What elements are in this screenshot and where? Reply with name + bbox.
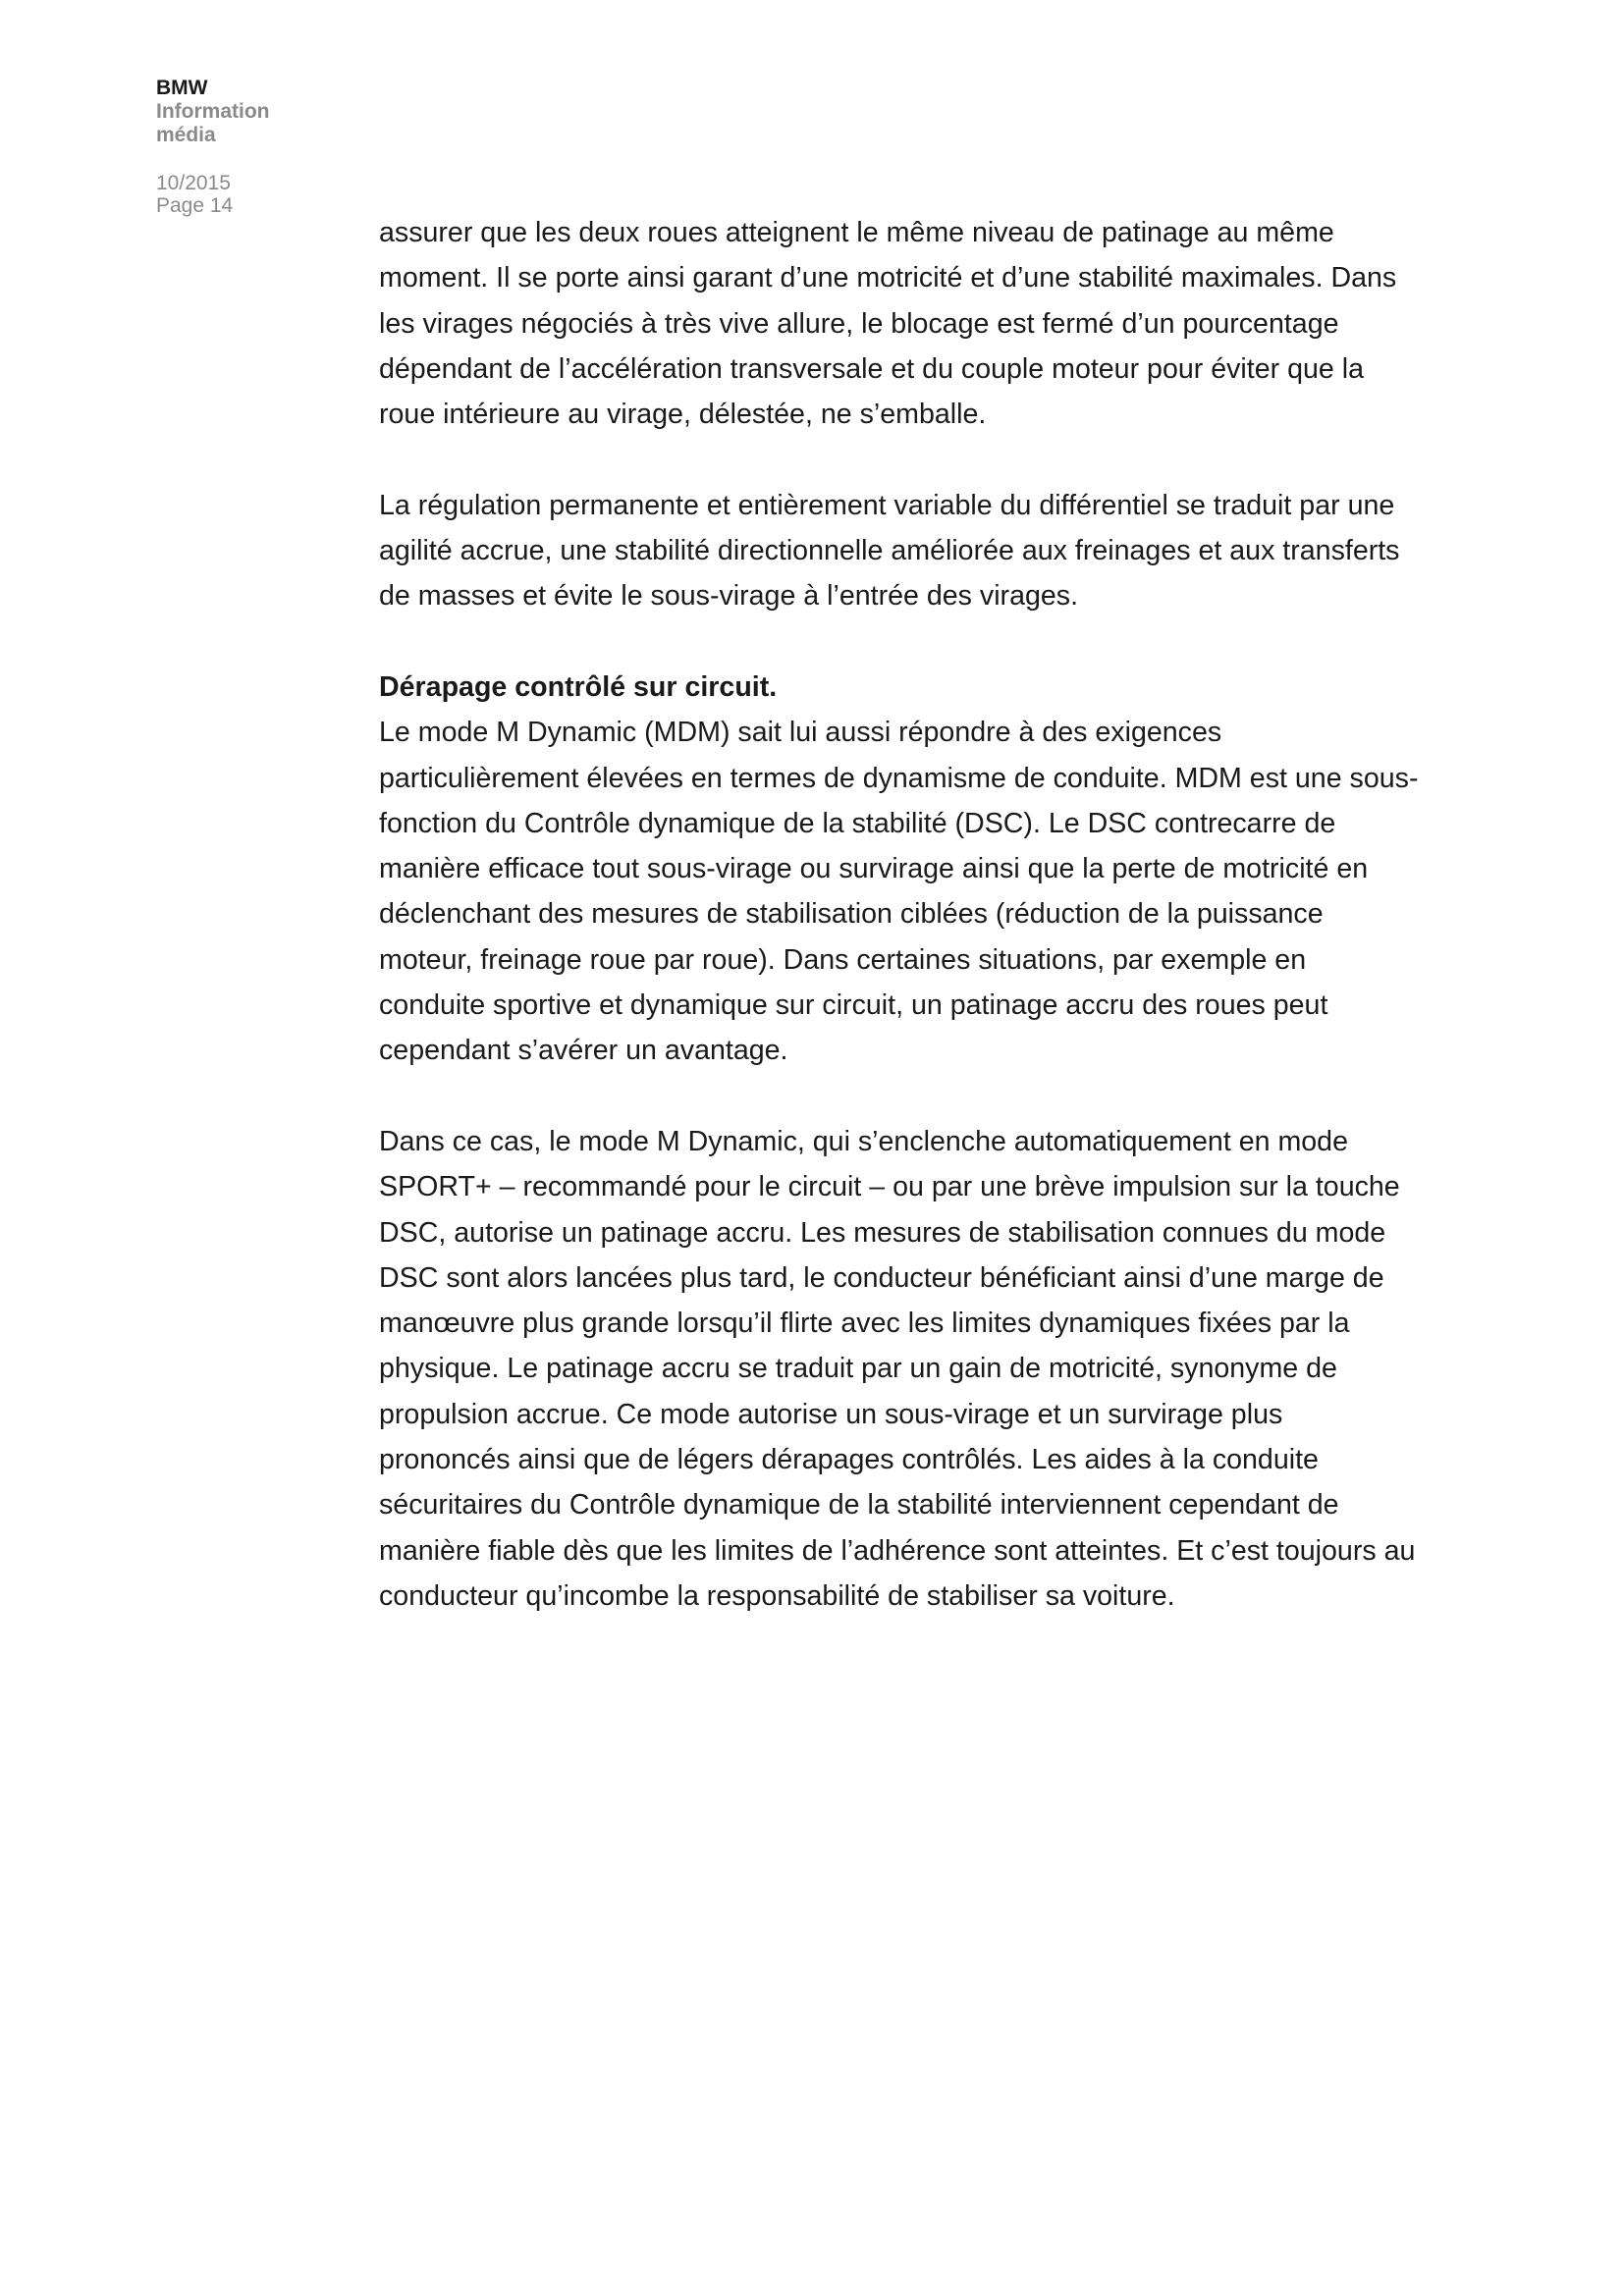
page-number: Page 14 bbox=[156, 194, 234, 217]
paragraph: Dans ce cas, le mode M Dynamic, qui s’enclenche automatiquement en mode SPORT+ – recommandé pour le circuit – ou par une brève impulsion sur la touche DSC, autorise un patinage accru. Les mesures de stabilisation connues du mode DSC sont alors lancées plus tard, le conducteur bénéficiant ainsi d’une marge de manœuvre plus grande lorsqu’il flirte avec les limites dynamiques fixées par la physique. Le patinage accru se traduit par un gain de motricité, synonyme de propulsion accrue. Ce mode autorise un sous-virage et un survirage plus prononcés ainsi que de légers dérapages contrôlés. Les aides à la conduite sécuritaires du Contrôle dynamique de la stabilité interviennent cependant de manière fiable dès que les limites de l’adhérence sont atteintes. Et c’est toujours au conducteur qu’incombe la responsabilité de stabiliser sa voiture. bbox=[379, 1125, 1416, 1612]
section-heading: Dérapage contrôlé sur circuit. bbox=[379, 670, 778, 703]
paragraph-spacer bbox=[379, 619, 1420, 665]
paragraph: La régulation permanente et entièrement variable du différentiel se traduit par une agilité accrue, une stabilité directionnelle améliorée aux freinages et aux transferts de masses et évite le sous-virage à l’entrée des virages. bbox=[379, 489, 1400, 613]
brand-subtitle-line1: Information bbox=[156, 100, 270, 123]
paragraph-spacer bbox=[379, 1074, 1420, 1119]
paragraph-spacer bbox=[379, 437, 1420, 482]
paragraph: assurer que les deux roues atteignent le même niveau de patinage au même moment. Il se porte ainsi garant d’une motricité et d’une stabilité maximales. Dans les virages négociés à très vive allure, le blocage est fermé d’un pourcentage dépendant de l’accélération transversale et du couple moteur pour éviter que la roue intérieure au virage, délestée, ne s’emballe. bbox=[379, 217, 1397, 431]
paragraph: Le mode M Dynamic (MDM) sait lui aussi répondre à des exigences particulièrement élevées en termes de dynamisme de conduite. MDM est une sous-fonction du Contrôle dynamique de la stabilité (DSC). Le DSC contrecarre de manière efficace tout sous-virage ou survirage ainsi que la perte de motricité en déclenchant des mesures de stabilisation ciblées (réduction de la puissance moteur, freinage roue par roue). Dans certaines situations, par exemple en conduite sportive et dynamique sur circuit, un patinage accru des roues peut cependant s’avérer un avantage. bbox=[379, 717, 1419, 1067]
document-header bbox=[156, 77, 352, 217]
document-date: 10/2015 bbox=[156, 172, 231, 194]
brand-name: BMW bbox=[156, 77, 208, 99]
document-body bbox=[379, 210, 1420, 1619]
document-meta bbox=[156, 172, 352, 217]
brand-subtitle-line2: média bbox=[156, 124, 216, 146]
